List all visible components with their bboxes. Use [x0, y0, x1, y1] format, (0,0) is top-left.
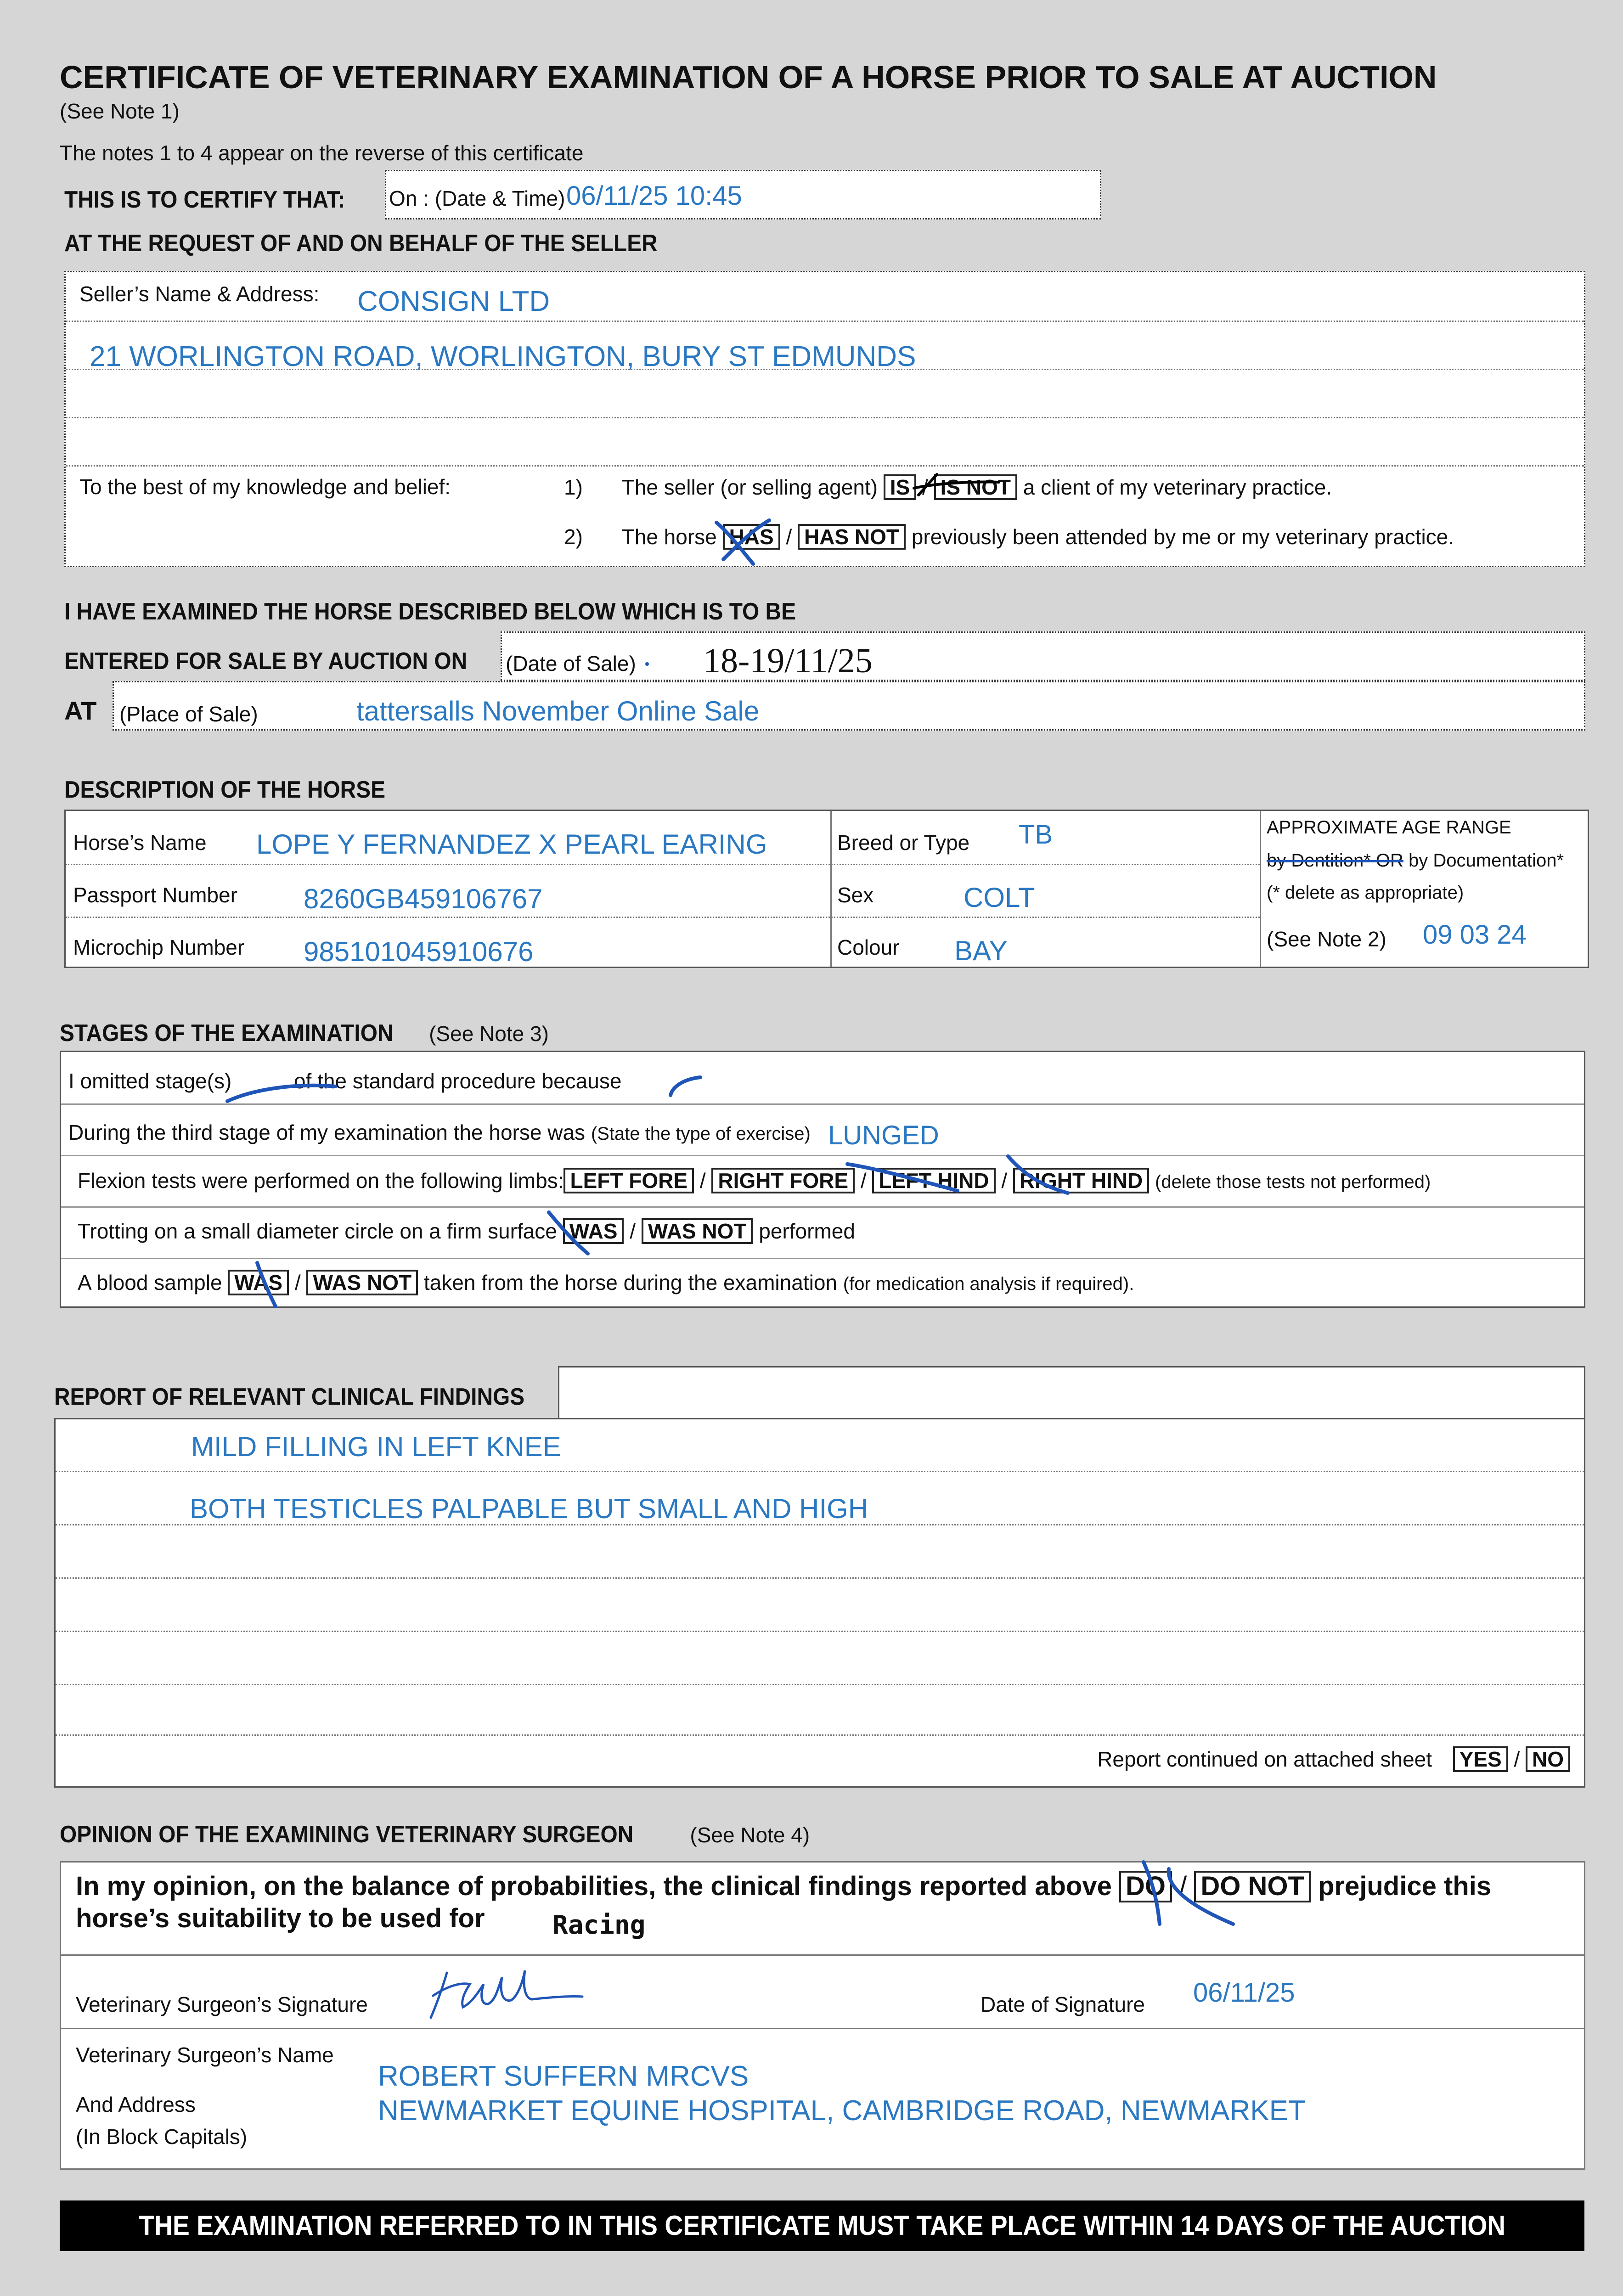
opinion-title-note: (See Note 4): [690, 1823, 810, 1847]
passport-value[interactable]: 8260GB459106767: [304, 884, 543, 914]
age-by-dentition: by Dentition* OR: [1267, 850, 1403, 871]
flexion-label: Flexion tests were performed on the following limbs:: [78, 1169, 564, 1193]
horse-section-title: [64, 776, 413, 804]
third-stage-note: (State the type of exercise): [591, 1124, 811, 1144]
seller-name-value[interactable]: CONSIGN LTD: [357, 286, 550, 317]
opinion-box: [60, 1861, 1585, 2170]
flex-sep-2: /: [860, 1169, 867, 1193]
date-of-sale-field[interactable]: [501, 631, 1585, 681]
see-note-1: (See Note 1): [60, 99, 180, 123]
entered-label-text: ENTERED FOR SALE BY AUCTION ON: [64, 648, 468, 675]
on-date-value: 06/11/25 10:45: [566, 181, 742, 211]
vet-name-label: Veterinary Surgeon’s Name: [76, 2043, 334, 2067]
continued-yes[interactable]: YES: [1453, 1746, 1508, 1772]
blood-post: taken from the horse during the examination: [423, 1271, 837, 1294]
age-by-documentation: by Documentation*: [1409, 850, 1564, 871]
opinion-title: [60, 1821, 810, 1848]
age-method-line: [1267, 850, 1564, 871]
seller-box: [64, 271, 1585, 567]
item2-post: previously been attended by me or my veterinary practice.: [911, 525, 1454, 549]
age-see-note: (See Note 2): [1267, 927, 1386, 951]
finding-line-1[interactable]: MILD FILLING IN LEFT KNEE: [191, 1431, 561, 1462]
examined-line: [64, 598, 860, 625]
option-is-not[interactable]: IS NOT: [934, 474, 1017, 500]
use-value[interactable]: Racing: [552, 1910, 646, 1940]
flex-right-fore[interactable]: RIGHT FORE: [711, 1168, 855, 1193]
trot-sep: /: [630, 1219, 636, 1243]
vet-address-value[interactable]: NEWMARKET EQUINE HOSPITAL, CAMBRIDGE ROAD, NEWMARKET: [378, 2095, 1306, 2127]
omitted-pre: I omitted stage(s): [68, 1069, 232, 1093]
item1-num: 1): [564, 475, 583, 499]
item2-num: 2): [564, 525, 583, 549]
report-title: [54, 1383, 565, 1411]
knowledge-label: To the best of my knowledge and belief:: [79, 475, 451, 499]
report-box: [54, 1418, 1585, 1788]
entered-label: [64, 647, 502, 675]
colour-label: Colour: [837, 935, 900, 959]
place-of-sale-label: (Place of Sale): [119, 702, 258, 726]
trot-post: performed: [759, 1219, 855, 1243]
flexion-note: (delete those tests not performed): [1155, 1172, 1431, 1192]
colour-value[interactable]: BAY: [954, 935, 1008, 966]
third-stage-value[interactable]: LUNGED: [828, 1120, 939, 1150]
flex-left-fore[interactable]: LEFT FORE: [564, 1168, 694, 1193]
flex-left-hind[interactable]: LEFT HIND: [872, 1168, 995, 1193]
trot-was[interactable]: WAS: [563, 1218, 624, 1244]
place-of-sale-field[interactable]: [113, 681, 1585, 731]
report-title-text: REPORT OF RELEVANT CLINICAL FINDINGS: [54, 1384, 525, 1410]
signature-label: Veterinary Surgeon’s Signature: [76, 1992, 368, 2016]
exam-datetime-field[interactable]: [385, 170, 1101, 219]
opinion-statement: [76, 1871, 1491, 1902]
sex-value[interactable]: COLT: [964, 882, 1035, 913]
omitted-post: of the standard procedure because: [293, 1069, 622, 1093]
certify-label: [64, 186, 369, 214]
stages-title-note: (See Note 3): [429, 1022, 549, 1046]
trot-row: [78, 1218, 855, 1244]
finding-line-2[interactable]: BOTH TESTICLES PALPABLE BUT SMALL AND HIGH: [190, 1493, 868, 1524]
age-delete-note: (* delete as appropriate): [1267, 883, 1464, 903]
continued-sep: /: [1514, 1747, 1520, 1771]
age-value[interactable]: 09 03 24: [1423, 920, 1527, 950]
sex-label: Sex: [837, 883, 874, 907]
third-stage-label: During the third stage of my examination the horse was: [68, 1120, 586, 1144]
blood-sep: /: [294, 1271, 301, 1294]
footer-banner-text: THE EXAMINATION REFERRED TO IN THIS CERTIFICATE MUST TAKE PLACE WITHIN 14 DAYS OF THE AUCTION: [139, 2210, 1505, 2241]
place-of-sale-value: tattersalls November Online Sale: [356, 696, 760, 726]
breed-value[interactable]: TB: [1019, 820, 1053, 850]
flex-right-hind[interactable]: RIGHT HIND: [1013, 1168, 1149, 1193]
item2-pre: The horse: [621, 525, 717, 549]
trot-was-not[interactable]: WAS NOT: [642, 1218, 753, 1244]
report-continued-row: [1097, 1746, 1570, 1772]
flex-sep-3: /: [1001, 1169, 1008, 1193]
horse-section-title-text: DESCRIPTION OF THE HORSE: [64, 777, 386, 803]
seller-address-value[interactable]: 21 WORLINGTON ROAD, WORLINGTON, BURY ST EDMUNDS: [90, 341, 916, 372]
horse-description-table: [64, 810, 1589, 968]
date-of-signature-label: Date of Signature: [981, 1992, 1145, 2016]
block-capitals-note: (In Block Capitals): [76, 2125, 248, 2149]
vet-address-label: And Address: [76, 2093, 196, 2116]
notes-line: The notes 1 to 4 appear on the reverse of this certificate: [60, 141, 584, 165]
flex-sep-1: /: [699, 1169, 706, 1193]
flexion-row: [78, 1168, 1431, 1193]
stages-table: [60, 1051, 1585, 1308]
horse-name-value[interactable]: LOPE Y FERNANDEZ X PEARL EARING: [256, 829, 767, 860]
option-has-not[interactable]: HAS NOT: [798, 524, 906, 550]
at-label: AT: [64, 696, 97, 725]
certify-label-text: THIS IS TO CERTIFY THAT:: [64, 186, 345, 213]
vet-signature: [428, 1964, 585, 2023]
opinion-title-text: OPINION OF THE EXAMINING VETERINARY SURGEON: [60, 1821, 634, 1848]
opinion-do[interactable]: DO: [1119, 1871, 1172, 1902]
microchip-label: Microchip Number: [73, 935, 245, 959]
request-line: [64, 230, 709, 257]
item1-pre: The seller (or selling agent): [621, 475, 878, 499]
ink-dot: [645, 662, 649, 666]
blood-was-not[interactable]: WAS NOT: [306, 1270, 418, 1295]
trot-pre: Trotting on a small diameter circle on a firm surface: [78, 1219, 557, 1243]
seller-name-label: Seller’s Name & Address:: [79, 282, 320, 306]
blood-was[interactable]: WAS: [228, 1270, 289, 1295]
date-of-sale-label: (Date of Sale): [506, 652, 636, 675]
certificate-title: CERTIFICATE OF VETERINARY EXAMINATION OF A HORSE PRIOR TO SALE AT AUCTION: [60, 59, 1437, 95]
footer-banner: [60, 2200, 1584, 2251]
seller-client-statement: [564, 474, 1332, 500]
blood-row: [78, 1270, 1134, 1295]
opinion-text-post: prejudice this: [1318, 1871, 1492, 1901]
opinion-text-pre: In my opinion, on the balance of probabilities, the clinical findings reported above: [76, 1871, 1112, 1901]
horse-attended-statement: [564, 524, 1454, 550]
blood-pre: A blood sample: [78, 1271, 222, 1294]
request-line-text: AT THE REQUEST OF AND ON BEHALF OF THE SELLER: [64, 230, 658, 257]
stages-title-text: STAGES OF THE EXAMINATION: [60, 1020, 394, 1047]
item1-sep: /: [922, 475, 928, 499]
blood-note: (for medication analysis if required).: [843, 1274, 1134, 1294]
examined-line-text: I HAVE EXAMINED THE HORSE DESCRIBED BELOW WHICH IS TO BE: [64, 598, 796, 625]
item2-sep: /: [786, 525, 792, 549]
continued-no[interactable]: NO: [1526, 1746, 1570, 1772]
omitted-stages-row: [68, 1069, 621, 1093]
opinion-do-not[interactable]: DO NOT: [1194, 1871, 1311, 1902]
opinion-sep: /: [1179, 1871, 1187, 1901]
date-of-sale-value: 18-19/11/25: [703, 642, 873, 680]
passport-label: Passport Number: [73, 883, 237, 907]
breed-label: Breed or Type: [837, 831, 970, 855]
horse-name-label: Horse’s Name: [73, 831, 207, 855]
continued-label: Report continued on attached sheet: [1097, 1747, 1432, 1771]
option-is[interactable]: IS: [884, 474, 916, 500]
third-stage-row: [68, 1120, 811, 1145]
microchip-value[interactable]: 985101045910676: [304, 936, 534, 967]
opinion-line-2: horse’s suitability to be used for: [76, 1903, 485, 1933]
date-of-signature-value[interactable]: 06/11/25: [1193, 1978, 1295, 2008]
stages-title: [60, 1019, 549, 1047]
age-range-title: APPROXIMATE AGE RANGE: [1267, 817, 1511, 838]
vet-name-value[interactable]: ROBERT SUFFERN MRCVS: [378, 2060, 749, 2092]
on-date-label: On : (Date & Time): [389, 186, 565, 210]
item1-post: a client of my veterinary practice.: [1023, 475, 1332, 499]
option-has[interactable]: HAS: [723, 524, 780, 550]
report-title-blank: [558, 1366, 1585, 1419]
